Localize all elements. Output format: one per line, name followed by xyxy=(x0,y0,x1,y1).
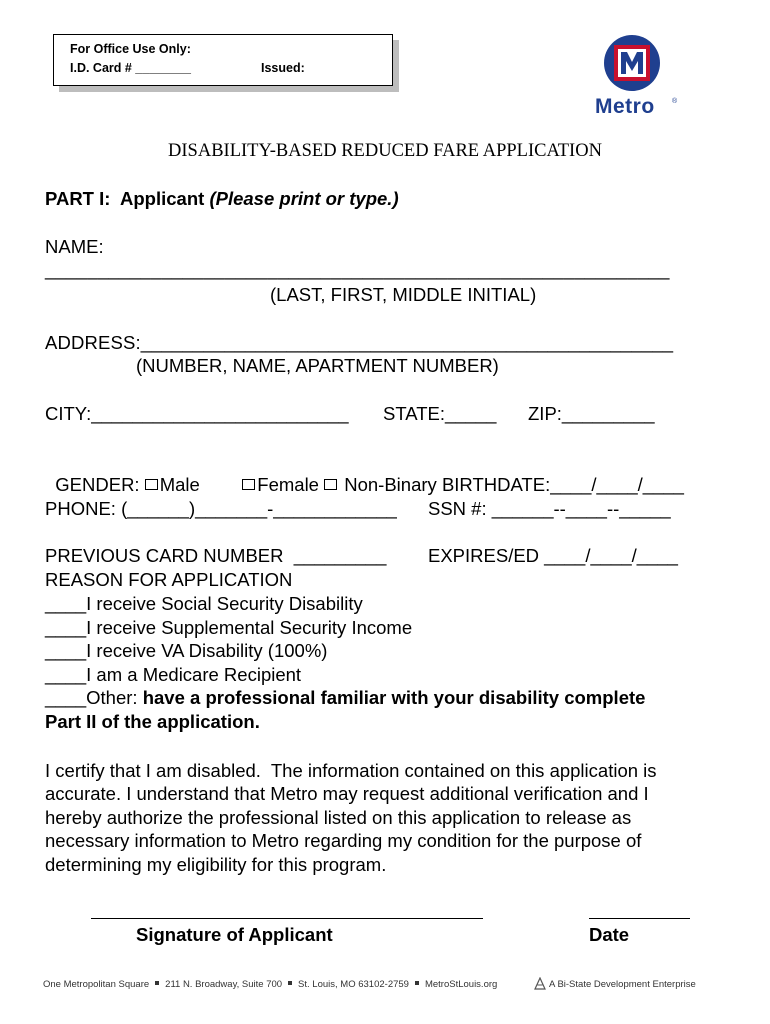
phone-field[interactable]: PHONE: (______)_______-____________ xyxy=(45,498,397,519)
certification-line: hereby authorize the professional listed on this application to release as xyxy=(45,807,632,828)
gender-label: GENDER: xyxy=(55,474,145,495)
office-use-box xyxy=(53,34,393,86)
issued-field: Issued: xyxy=(261,61,305,75)
female-checkbox[interactable] xyxy=(242,479,255,490)
footer-address-3: St. Louis, MO 63102-2759 xyxy=(298,979,409,990)
part1-heading-note: (Please print or type.) xyxy=(209,188,399,209)
part1-heading-text: PART I: Applicant xyxy=(45,188,210,209)
reason-item[interactable]: ____I receive Supplemental Security Income xyxy=(45,617,413,638)
nonbinary-checkbox[interactable] xyxy=(324,479,337,490)
reason-item[interactable]: ____I receive VA Disability (100%) xyxy=(45,640,328,661)
other-instruction: have a professional familiar with your disability complete xyxy=(142,687,646,708)
certification-line: necessary information to Metro regarding my condition for the purpose of xyxy=(45,830,642,851)
part1-heading xyxy=(45,187,399,211)
address-caption: (NUMBER, NAME, APARTMENT NUMBER) xyxy=(136,355,499,376)
bistate-logo-icon xyxy=(534,977,546,993)
metro-logo xyxy=(594,30,684,125)
enterprise-text: A Bi-State Development Enterprise xyxy=(549,979,696,990)
ssn-field[interactable]: SSN #: ______--____--_____ xyxy=(428,498,671,519)
name-caption: (LAST, FIRST, MIDDLE INITIAL) xyxy=(270,284,537,305)
state-field[interactable]: STATE:_____ xyxy=(383,403,497,424)
gender-row xyxy=(45,449,200,497)
footer-address-2: 211 N. Broadway, Suite 700 xyxy=(165,979,283,990)
reason-item[interactable]: ____I am a Medicare Recipient xyxy=(45,664,302,685)
reason-item[interactable]: ____I receive Social Security Disability xyxy=(45,593,363,614)
city-field[interactable]: CITY:_________________________ xyxy=(45,403,349,424)
registered-mark: ® xyxy=(672,98,678,105)
bullet-square-icon xyxy=(415,981,419,985)
bullet-square-icon xyxy=(155,981,159,985)
certification-line: determining my eligibility for this program. xyxy=(45,854,387,875)
male-label: Male xyxy=(159,474,200,495)
zip-field[interactable]: ZIP:_________ xyxy=(528,403,655,424)
footer-enterprise xyxy=(534,977,696,993)
address-field[interactable]: ADDRESS:___________________________________________________ xyxy=(45,332,674,353)
other-prefix: ____Other: xyxy=(45,687,143,708)
female-label: Female xyxy=(257,474,325,495)
office-use-label: For Office Use Only: xyxy=(70,42,191,56)
male-checkbox[interactable] xyxy=(145,479,158,490)
other-instruction-cont: Part II of the application. xyxy=(45,711,260,732)
reason-other[interactable] xyxy=(45,686,645,710)
expires-field[interactable]: EXPIRES/ED ____/____/____ xyxy=(428,545,678,566)
name-label: NAME: xyxy=(45,236,104,257)
reason-heading: REASON FOR APPLICATION xyxy=(45,569,293,590)
name-line[interactable]: ___________________________________________________________ xyxy=(45,259,670,280)
nonbinary-label: Non-Binary xyxy=(339,474,442,495)
signature-label: Signature of Applicant xyxy=(136,924,333,945)
certification-line: accurate. I understand that Metro may request additional verification and I xyxy=(45,783,649,804)
date-line[interactable] xyxy=(589,918,690,919)
footer-address xyxy=(43,979,497,990)
birthdate-field[interactable]: BIRTHDATE:____/____/____ xyxy=(441,474,684,495)
previous-card-field[interactable]: PREVIOUS CARD NUMBER _________ xyxy=(45,545,387,566)
certification-line: I certify that I am disabled. The information contained on this application is xyxy=(45,760,657,781)
footer-address-1: One Metropolitan Square xyxy=(43,979,150,990)
bullet-square-icon xyxy=(288,981,292,985)
metro-wordmark: Metro xyxy=(595,95,655,118)
footer-website[interactable]: MetroStLouis.org xyxy=(424,979,498,990)
signature-line[interactable] xyxy=(91,918,483,919)
date-label: Date xyxy=(589,924,630,945)
female-option xyxy=(232,449,684,497)
id-card-field: I.D. Card # ________ xyxy=(70,61,191,75)
form-title: DISABILITY-BASED REDUCED FARE APPLICATION xyxy=(168,141,602,161)
